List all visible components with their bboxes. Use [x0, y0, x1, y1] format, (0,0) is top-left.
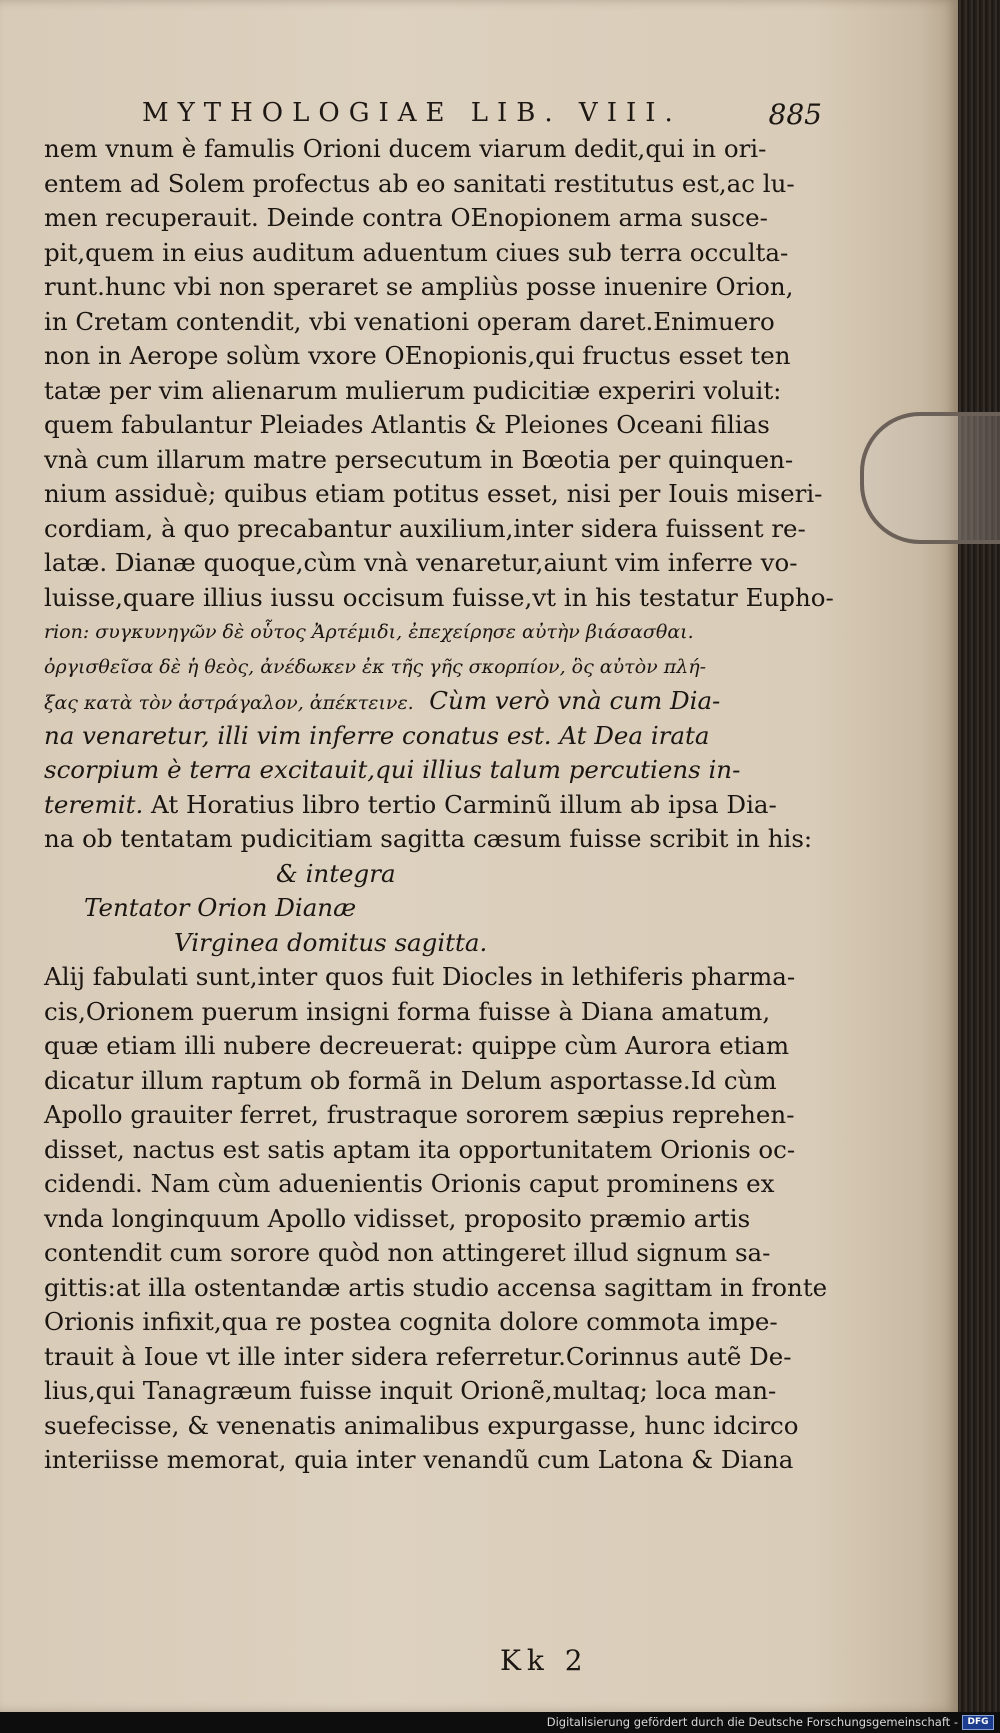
text-line: tatæ per vim alienarum mulierum pudicitiæ experiri voluit: [44, 375, 782, 405]
text-line: Orionis infixit,qua re postea cognita dolore commota impe- [44, 1307, 778, 1336]
text-line: luisse,quare illius iussu occisum fuisse,vt in his testatur Eupho- [44, 582, 834, 612]
text-line: pit,quem in eius auditum aduentum ciues sub terra occulta- [44, 237, 789, 267]
page-number: 885 [768, 98, 822, 131]
catchword: Kk 2 [500, 1644, 589, 1677]
greek-text-line: ὀργισθεῖσα δὲ ἡ θεὸς, ἀνέδωκεν ἐκ τῆς γῆς σκορπίον, ὃς αὐτὸν πλή- [44, 655, 707, 678]
roman-text: At Horatius libro tertio Carminũ illum ab ipsa Dia- [143, 789, 777, 819]
quote-line: Virginea domitus sagitta. [174, 927, 488, 957]
text-line: cis,Orionem puerum insigni forma fuisse à Diana amatum, [44, 996, 771, 1026]
italic-text: Cùm verò vnà cum Dia- [429, 686, 721, 715]
book-clip [860, 412, 1000, 544]
text-line: non in Aerope solùm vxore OEnopionis,qui fructus esset ten [44, 341, 791, 370]
text-line: disset, nactus est satis aptam ita opportunitatem Orionis oc- [44, 1134, 796, 1164]
text-line: na ob tentatam pudicitiam sagitta cæsum fuisse scribit in his: [44, 824, 813, 853]
mixed-text-line [44, 788, 834, 823]
text-line: entem ad Solem profectus ab eo sanitati restitutus est,ac lu- [44, 168, 795, 198]
text-line: vnda longinquum Apollo vidisset, proposito præmio artis [44, 1203, 751, 1233]
italic-text-line: scorpium è terra excitauit,qui illius talum percutiens in- [44, 755, 741, 784]
running-title: MYTHOLOGIAE LIB. VIII. [142, 98, 682, 128]
text-line: men recuperauit. Deinde contra OEnopionem arma susce- [44, 203, 768, 232]
greek-mixed-line [44, 684, 834, 719]
greek-text-line: rion: συγκυνηγῶν δὲ οὗτος Ἀρτέμιδι, ἐπεχείρησε αὐτὴν βιάσασθαι. [44, 621, 694, 643]
text-line: latæ. Dianæ quoque,cùm vnà venaretur,aiunt vim inferre vo- [44, 548, 798, 577]
text-line: quæ etiam illi nubere decreuerat: quippe cùm Aurora etiam [44, 1031, 790, 1060]
text-line: nem vnum è famulis Orioni ducem viarum dedit,qui in ori- [44, 134, 767, 163]
text-line: suefecisse, & venenatis animalibus expurgasse, hunc idcirco [44, 1410, 799, 1440]
text-line: Apollo grauiter ferret, frustraque sororem sæpius reprehen- [44, 1100, 795, 1129]
text-line: cordiam, à quo precabantur auxilium,inter sidera fuissent re- [44, 513, 806, 543]
text-line: quem fabulantur Pleiades Atlantis & Pleiones Oceani filias [44, 410, 770, 439]
greek-text: ξας κατὰ τὸν ἀστράγαλον, ἀπέκτεινε. [44, 692, 414, 714]
dfg-logo: DFG [962, 1715, 994, 1730]
text-line: nium assiduè; quibus etiam potitus esset, nisi per Iouis miseri- [44, 479, 823, 508]
italic-text: teremit. [44, 789, 144, 819]
quote-line: Tentator Orion Dianæ [84, 893, 357, 922]
text-line: dicatur illum raptum ob formã in Delum asportasse.Id cùm [44, 1065, 777, 1095]
page-edges [958, 0, 1000, 1712]
italic-text-line: na venaretur, illi vim inferre conatus est. At Dea irata [44, 720, 710, 750]
funding-notice: Digitalisierung gefördert durch die Deutsche Forschungsgemeinschaft - [546, 1715, 958, 1729]
text-line: vnà cum illarum matre persecutum in Bœotia per quinquen- [44, 444, 794, 474]
text-line: gittis:at illa ostentandæ artis studio accensa sagittam in fronte [44, 1272, 828, 1302]
footer-bar [0, 1712, 1000, 1733]
text-line: Alij fabulati sunt,inter quos fuit Diocles in lethiferis pharma- [44, 962, 796, 991]
quote-line: & integra [276, 858, 396, 888]
text-line: contendit cum sorore quòd non attingeret illud signum sa- [44, 1238, 771, 1267]
body-text [44, 132, 834, 1478]
text-line: interiisse memorat, quia inter venandũ cum Latona & Diana [44, 1445, 794, 1474]
text-line: cidendi. Nam cùm aduenientis Orionis caput prominens ex [44, 1169, 775, 1198]
text-line: lius,qui Tanagræum fuisse inquit Orionẽ,multaq; loca man- [44, 1376, 777, 1405]
text-line: in Cretam contendit, vbi venationi operam daret.Enimuero [44, 306, 775, 336]
text-line: runt.hunc vbi non speraret se ampliùs posse inuenire Orion, [44, 272, 794, 301]
text-line: trauit à Ioue vt ille inter sidera referretur.Corinnus autẽ De- [44, 1341, 792, 1371]
